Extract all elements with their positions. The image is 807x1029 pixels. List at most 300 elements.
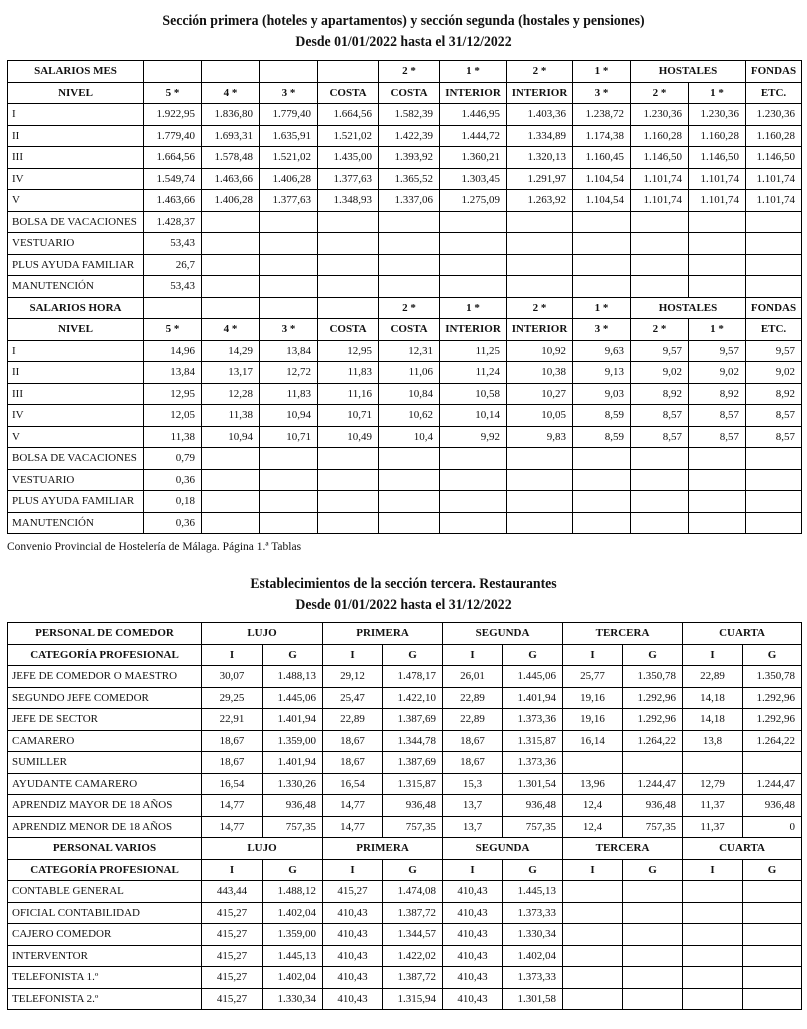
column-header xyxy=(144,61,202,83)
column-header: ETC. xyxy=(746,319,802,341)
value-cell: 1.422,10 xyxy=(383,687,443,709)
value-cell: 1.230,36 xyxy=(631,104,689,126)
column-header: INTERIOR xyxy=(440,319,507,341)
value-cell: 18,67 xyxy=(443,752,503,774)
value-cell: 14,77 xyxy=(202,795,263,817)
column-header: NIVEL xyxy=(8,319,144,341)
value-cell: 1.393,92 xyxy=(379,147,440,169)
value-cell xyxy=(573,254,631,276)
value-cell xyxy=(573,448,631,470)
value-cell: 14,77 xyxy=(202,816,263,838)
value-cell: 1.344,78 xyxy=(383,730,443,752)
value-cell xyxy=(573,469,631,491)
value-cell: 25,47 xyxy=(323,687,383,709)
column-header: 2 * xyxy=(631,82,689,104)
value-cell: 1.693,31 xyxy=(202,125,260,147)
value-cell xyxy=(202,448,260,470)
row-label: III xyxy=(8,147,144,169)
value-cell xyxy=(631,276,689,298)
value-cell xyxy=(202,254,260,276)
value-cell xyxy=(743,988,802,1010)
value-cell xyxy=(631,469,689,491)
column-header: PERSONAL VARIOS xyxy=(8,838,202,860)
value-cell xyxy=(318,233,379,255)
value-cell xyxy=(318,211,379,233)
value-cell: 1.474,08 xyxy=(383,881,443,903)
value-cell xyxy=(507,491,573,513)
value-cell xyxy=(440,491,507,513)
value-cell xyxy=(563,967,623,989)
column-header xyxy=(144,297,202,319)
column-header: G xyxy=(263,644,323,666)
table-row xyxy=(8,945,802,967)
column-header: I xyxy=(443,859,503,881)
column-header: 1 * xyxy=(573,61,631,83)
value-cell: 8,57 xyxy=(689,426,746,448)
column-header: G xyxy=(623,859,683,881)
value-cell xyxy=(202,491,260,513)
value-cell: 1.387,72 xyxy=(383,902,443,924)
row-label: VESTUARIO xyxy=(8,233,144,255)
column-header: 3 * xyxy=(573,82,631,104)
value-cell xyxy=(507,469,573,491)
value-cell xyxy=(318,469,379,491)
value-cell: 22,89 xyxy=(443,709,503,731)
varios-header-row-1 xyxy=(8,838,802,860)
value-cell: 1.387,69 xyxy=(383,709,443,731)
row-label: TELEFONISTA 1.º xyxy=(8,967,202,989)
value-cell: 1.779,40 xyxy=(260,104,318,126)
row-label: MANUTENCIÓN xyxy=(8,512,144,534)
value-cell: 12,95 xyxy=(318,340,379,362)
value-cell xyxy=(440,211,507,233)
value-cell: 415,27 xyxy=(323,881,383,903)
value-cell: 53,43 xyxy=(144,276,202,298)
value-cell: 443,44 xyxy=(202,881,263,903)
value-cell xyxy=(631,254,689,276)
value-cell: 1.478,17 xyxy=(383,666,443,688)
value-cell xyxy=(746,254,802,276)
value-cell: 9,63 xyxy=(573,340,631,362)
row-label: V xyxy=(8,190,144,212)
column-header: CATEGORÍA PROFESIONAL xyxy=(8,859,202,881)
value-cell: 10,84 xyxy=(379,383,440,405)
value-cell xyxy=(563,924,623,946)
value-cell: 1.344,57 xyxy=(383,924,443,946)
value-cell: 14,18 xyxy=(683,687,743,709)
value-cell: 14,77 xyxy=(323,816,383,838)
column-header: COSTA xyxy=(379,319,440,341)
value-cell: 18,67 xyxy=(202,730,263,752)
varios-header-row-2 xyxy=(8,859,802,881)
value-cell xyxy=(689,469,746,491)
value-cell: 8,57 xyxy=(631,426,689,448)
table-row xyxy=(8,340,802,362)
value-cell: 0,79 xyxy=(144,448,202,470)
value-cell: 9,57 xyxy=(746,340,802,362)
value-cell xyxy=(440,469,507,491)
value-cell: 1.230,36 xyxy=(689,104,746,126)
value-cell: 1.387,69 xyxy=(383,752,443,774)
value-cell: 410,43 xyxy=(323,924,383,946)
value-cell: 1.488,13 xyxy=(263,666,323,688)
value-cell: 1.303,45 xyxy=(440,168,507,190)
value-cell: 10,05 xyxy=(507,405,573,427)
table-row xyxy=(8,276,802,298)
value-cell xyxy=(683,752,743,774)
value-cell xyxy=(379,254,440,276)
value-cell xyxy=(623,945,683,967)
column-header: G xyxy=(503,644,563,666)
value-cell: 1.445,06 xyxy=(263,687,323,709)
value-cell xyxy=(631,512,689,534)
row-label: SEGUNDO JEFE COMEDOR xyxy=(8,687,202,709)
value-cell: 11,37 xyxy=(683,816,743,838)
column-header: I xyxy=(563,859,623,881)
column-header: 1 * xyxy=(440,61,507,83)
row-label: BOLSA DE VACACIONES xyxy=(8,448,144,470)
value-cell: 1.373,33 xyxy=(503,967,563,989)
value-cell: 1.401,94 xyxy=(263,752,323,774)
row-label: VESTUARIO xyxy=(8,469,144,491)
value-cell xyxy=(379,233,440,255)
column-header: CUARTA xyxy=(683,838,802,860)
value-cell: 1.101,74 xyxy=(746,168,802,190)
value-cell: 13,8 xyxy=(683,730,743,752)
value-cell xyxy=(440,512,507,534)
table-row xyxy=(8,104,802,126)
value-cell: 12,95 xyxy=(144,383,202,405)
value-cell xyxy=(260,469,318,491)
value-cell: 1.377,63 xyxy=(318,168,379,190)
value-cell: 0,18 xyxy=(144,491,202,513)
value-cell xyxy=(379,491,440,513)
row-label: PLUS AYUDA FAMILIAR xyxy=(8,254,144,276)
column-header: COSTA xyxy=(318,319,379,341)
section3-title: Establecimientos de la sección tercera. Restaurantes xyxy=(250,576,557,592)
value-cell xyxy=(260,491,318,513)
column-header: PRIMERA xyxy=(323,838,443,860)
row-label: BOLSA DE VACACIONES xyxy=(8,211,144,233)
value-cell: 1.635,91 xyxy=(260,125,318,147)
value-cell xyxy=(683,902,743,924)
value-cell: 1.244,47 xyxy=(743,773,802,795)
value-cell: 1.444,72 xyxy=(440,125,507,147)
value-cell xyxy=(563,752,623,774)
value-cell: 1.406,28 xyxy=(260,168,318,190)
value-cell: 1.836,80 xyxy=(202,104,260,126)
value-cell: 18,67 xyxy=(202,752,263,774)
value-cell: 12,4 xyxy=(563,816,623,838)
value-cell xyxy=(260,233,318,255)
value-cell xyxy=(260,254,318,276)
value-cell xyxy=(563,881,623,903)
table-row xyxy=(8,967,802,989)
column-header: G xyxy=(263,859,323,881)
value-cell: 13,84 xyxy=(260,340,318,362)
table-row xyxy=(8,666,802,688)
table-row xyxy=(8,773,802,795)
column-header: FONDAS xyxy=(746,297,802,319)
column-header: G xyxy=(383,644,443,666)
column-header: ETC. xyxy=(746,82,802,104)
value-cell xyxy=(507,254,573,276)
value-cell: 9,03 xyxy=(573,383,631,405)
value-cell: 1.422,39 xyxy=(379,125,440,147)
value-cell: 1.101,74 xyxy=(689,168,746,190)
value-cell: 9,13 xyxy=(573,362,631,384)
section3-date-range: Desde 01/01/2022 hasta el 31/12/2022 xyxy=(295,597,512,613)
value-cell: 1.387,72 xyxy=(383,967,443,989)
row-label: APRENDIZ MENOR DE 18 AÑOS xyxy=(8,816,202,838)
value-cell xyxy=(623,902,683,924)
value-cell: 8,57 xyxy=(631,405,689,427)
row-label: I xyxy=(8,104,144,126)
row-label: IV xyxy=(8,168,144,190)
value-cell: 1.359,00 xyxy=(263,924,323,946)
value-cell: 10,38 xyxy=(507,362,573,384)
value-cell: 1.435,00 xyxy=(318,147,379,169)
value-cell: 410,43 xyxy=(443,988,503,1010)
value-cell xyxy=(260,448,318,470)
value-cell: 30,07 xyxy=(202,666,263,688)
value-cell xyxy=(573,211,631,233)
value-cell xyxy=(743,752,802,774)
value-cell xyxy=(689,233,746,255)
column-header: I xyxy=(202,859,263,881)
column-header: TERCERA xyxy=(563,838,683,860)
table-row xyxy=(8,190,802,212)
value-cell: 10,92 xyxy=(507,340,573,362)
value-cell: 0 xyxy=(743,816,802,838)
value-cell: 410,43 xyxy=(323,902,383,924)
column-header xyxy=(318,297,379,319)
value-cell: 1.463,66 xyxy=(144,190,202,212)
value-cell xyxy=(563,945,623,967)
value-cell xyxy=(573,276,631,298)
column-header: I xyxy=(683,859,743,881)
value-cell: 1.337,06 xyxy=(379,190,440,212)
value-cell xyxy=(743,945,802,967)
value-cell: 1.292,96 xyxy=(743,687,802,709)
column-header: COSTA xyxy=(379,82,440,104)
value-cell: 10,4 xyxy=(379,426,440,448)
section1-title: Sección primera (hoteles y apartamentos) y sección segunda (hostales y pensiones) xyxy=(162,13,645,29)
value-cell: 12,31 xyxy=(379,340,440,362)
table-row xyxy=(8,254,802,276)
value-cell: 22,89 xyxy=(323,709,383,731)
value-cell xyxy=(260,276,318,298)
value-cell: 1.365,52 xyxy=(379,168,440,190)
column-header: I xyxy=(323,859,383,881)
column-header xyxy=(260,297,318,319)
value-cell: 18,67 xyxy=(443,730,503,752)
value-cell xyxy=(202,233,260,255)
value-cell xyxy=(683,945,743,967)
value-cell xyxy=(507,233,573,255)
value-cell xyxy=(746,512,802,534)
column-header xyxy=(202,297,260,319)
value-cell: 8,59 xyxy=(573,405,631,427)
mes-header-row-2 xyxy=(8,82,802,104)
column-header: I xyxy=(563,644,623,666)
value-cell xyxy=(379,512,440,534)
value-cell: 1.101,74 xyxy=(746,190,802,212)
value-cell: 1.403,36 xyxy=(507,104,573,126)
value-cell: 0,36 xyxy=(144,512,202,534)
mes-header-row-1 xyxy=(8,61,802,83)
value-cell: 11,83 xyxy=(318,362,379,384)
value-cell: 9,57 xyxy=(631,340,689,362)
value-cell: 11,16 xyxy=(318,383,379,405)
value-cell xyxy=(563,988,623,1010)
value-cell xyxy=(318,448,379,470)
value-cell: 9,92 xyxy=(440,426,507,448)
value-cell: 1.582,39 xyxy=(379,104,440,126)
value-cell: 1.160,28 xyxy=(689,125,746,147)
value-cell: 1.315,87 xyxy=(383,773,443,795)
value-cell: 1.445,13 xyxy=(503,881,563,903)
row-label: TELEFONISTA 2.º xyxy=(8,988,202,1010)
value-cell: 12,05 xyxy=(144,405,202,427)
value-cell: 1.101,74 xyxy=(689,190,746,212)
value-cell: 1.402,04 xyxy=(503,945,563,967)
column-header: G xyxy=(623,644,683,666)
value-cell xyxy=(683,988,743,1010)
value-cell: 415,27 xyxy=(202,988,263,1010)
value-cell: 14,96 xyxy=(144,340,202,362)
value-cell xyxy=(631,211,689,233)
value-cell xyxy=(379,211,440,233)
value-cell xyxy=(507,448,573,470)
value-cell: 1.350,78 xyxy=(623,666,683,688)
value-cell: 1.578,48 xyxy=(202,147,260,169)
column-header: I xyxy=(323,644,383,666)
column-header: INTERIOR xyxy=(507,319,573,341)
value-cell: 13,96 xyxy=(563,773,623,795)
value-cell xyxy=(379,276,440,298)
value-cell: 1.422,02 xyxy=(383,945,443,967)
column-header: PERSONAL DE COMEDOR xyxy=(8,623,202,645)
value-cell: 1.360,21 xyxy=(440,147,507,169)
table-row xyxy=(8,168,802,190)
value-cell: 415,27 xyxy=(202,924,263,946)
column-header: CUARTA xyxy=(683,623,802,645)
value-cell xyxy=(260,512,318,534)
value-cell xyxy=(746,448,802,470)
value-cell: 1.238,72 xyxy=(573,104,631,126)
row-label: CAJERO COMEDOR xyxy=(8,924,202,946)
row-label: SUMILLER xyxy=(8,752,202,774)
value-cell: 1.359,00 xyxy=(263,730,323,752)
column-header: 2 * xyxy=(379,297,440,319)
value-cell: 936,48 xyxy=(623,795,683,817)
value-cell: 1.406,28 xyxy=(202,190,260,212)
value-cell: 11,38 xyxy=(144,426,202,448)
value-cell: 8,92 xyxy=(631,383,689,405)
row-label: CAMARERO xyxy=(8,730,202,752)
column-header: 4 * xyxy=(202,319,260,341)
table-row xyxy=(8,491,802,513)
value-cell xyxy=(689,448,746,470)
value-cell: 1.292,96 xyxy=(623,687,683,709)
value-cell xyxy=(563,902,623,924)
column-header: 2 * xyxy=(507,61,573,83)
value-cell: 1.549,74 xyxy=(144,168,202,190)
value-cell: 1.292,96 xyxy=(743,709,802,731)
value-cell xyxy=(689,254,746,276)
value-cell: 1.244,47 xyxy=(623,773,683,795)
value-cell: 1.263,92 xyxy=(507,190,573,212)
value-cell: 1.521,02 xyxy=(260,147,318,169)
value-cell: 8,57 xyxy=(689,405,746,427)
value-cell: 1.401,94 xyxy=(263,709,323,731)
column-header: 4 * xyxy=(202,82,260,104)
row-label: APRENDIZ MAYOR DE 18 AÑOS xyxy=(8,795,202,817)
value-cell: 10,94 xyxy=(202,426,260,448)
value-cell: 9,57 xyxy=(689,340,746,362)
value-cell: 13,7 xyxy=(443,795,503,817)
value-cell xyxy=(507,211,573,233)
column-header: LUJO xyxy=(202,623,323,645)
value-cell: 26,7 xyxy=(144,254,202,276)
value-cell xyxy=(743,924,802,946)
column-header: 2 * xyxy=(631,319,689,341)
value-cell xyxy=(746,469,802,491)
value-cell: 1.291,97 xyxy=(507,168,573,190)
value-cell: 415,27 xyxy=(202,945,263,967)
footnote: Convenio Provincial de Hostelería de Málaga. Página 1.ª Tablas xyxy=(7,541,302,553)
row-label: V xyxy=(8,426,144,448)
value-cell: 10,58 xyxy=(440,383,507,405)
row-label: JEFE DE SECTOR xyxy=(8,709,202,731)
value-cell xyxy=(623,967,683,989)
column-header: HOSTALES xyxy=(631,297,746,319)
value-cell: 15,3 xyxy=(443,773,503,795)
table-row xyxy=(8,709,802,731)
table-row xyxy=(8,730,802,752)
column-header: 5 * xyxy=(144,319,202,341)
column-header: INTERIOR xyxy=(507,82,573,104)
table-row xyxy=(8,816,802,838)
value-cell: 1.779,40 xyxy=(144,125,202,147)
value-cell: 1.174,38 xyxy=(573,125,631,147)
value-cell: 9,02 xyxy=(746,362,802,384)
value-cell: 8,92 xyxy=(689,383,746,405)
row-label: MANUTENCIÓN xyxy=(8,276,144,298)
hora-header-row-1 xyxy=(8,297,802,319)
value-cell: 14,77 xyxy=(323,795,383,817)
value-cell: 1.373,36 xyxy=(503,752,563,774)
column-header: LUJO xyxy=(202,838,323,860)
value-cell: 22,91 xyxy=(202,709,263,731)
value-cell: 14,18 xyxy=(683,709,743,731)
value-cell: 13,7 xyxy=(443,816,503,838)
value-cell: 12,4 xyxy=(563,795,623,817)
value-cell: 1.445,13 xyxy=(263,945,323,967)
table-row xyxy=(8,362,802,384)
column-header: NIVEL xyxy=(8,82,144,104)
value-cell: 1.160,28 xyxy=(631,125,689,147)
table-row xyxy=(8,147,802,169)
value-cell xyxy=(746,491,802,513)
value-cell xyxy=(379,469,440,491)
value-cell: 1.445,06 xyxy=(503,666,563,688)
column-header: CATEGORÍA PROFESIONAL xyxy=(8,644,202,666)
value-cell: 410,43 xyxy=(443,945,503,967)
row-label: INTERVENTOR xyxy=(8,945,202,967)
hoteles-salary-table xyxy=(7,60,802,534)
